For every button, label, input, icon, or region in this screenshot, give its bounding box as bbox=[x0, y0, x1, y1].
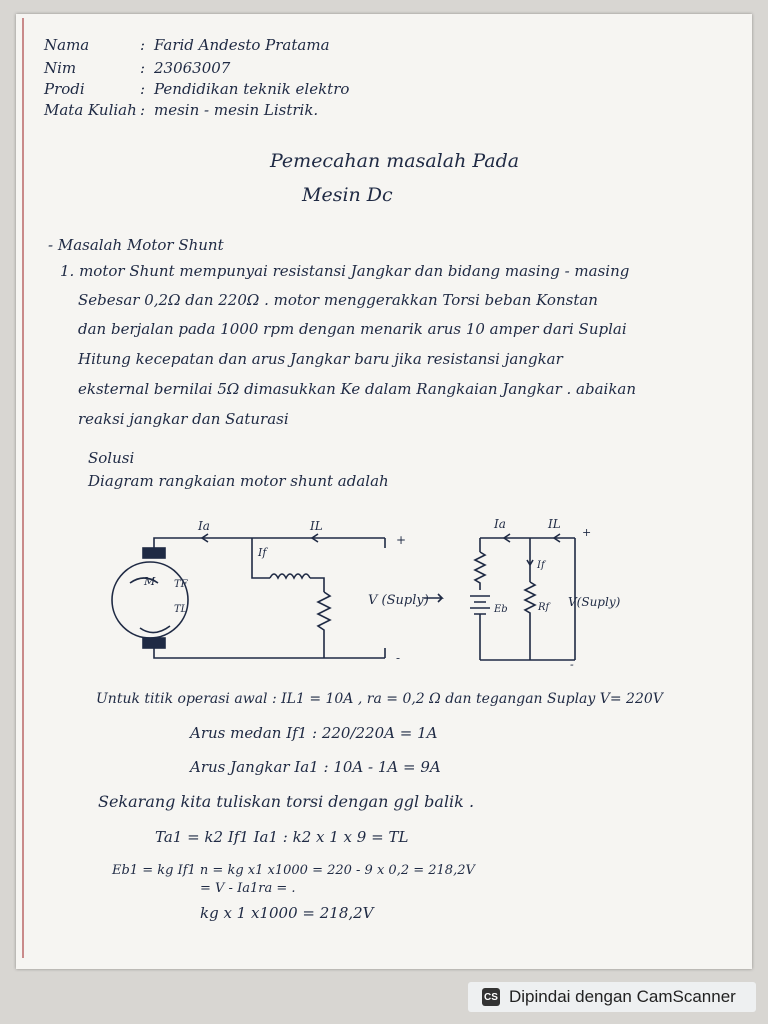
camscanner-logo-icon: CS bbox=[482, 988, 500, 1006]
field-coil bbox=[270, 574, 310, 578]
label-rf: Rf bbox=[538, 602, 550, 613]
wire-top bbox=[154, 538, 385, 548]
calc-line-6: Eb1 = kg If1 n = kg x1 x1000 = 220 - 9 x 0,2 = 218,2V bbox=[112, 863, 475, 878]
motor-brush-top bbox=[143, 548, 165, 558]
label-plus: + bbox=[396, 533, 407, 547]
label-minus-right: - bbox=[570, 658, 574, 671]
prodi-value: Pendidikan teknik elektro bbox=[154, 80, 350, 98]
nim-label: Nim bbox=[44, 59, 77, 77]
motor-armature bbox=[112, 562, 188, 638]
calc-line-2: Arus medan If1 : 220/220A = 1A bbox=[190, 724, 438, 742]
prodi-label: Prodi bbox=[44, 80, 85, 98]
colon: : bbox=[140, 36, 146, 54]
problem-line-3: dan berjalan pada 1000 rpm dengan menarik arus 10 amper dari Suplai bbox=[78, 320, 627, 338]
course-label: Mata Kuliah bbox=[44, 101, 137, 119]
label-v-supply-right: V(Suply) bbox=[568, 595, 621, 609]
label-ia: Ia bbox=[198, 519, 210, 533]
name-label: Nama bbox=[44, 36, 90, 54]
nim-value: 23063007 bbox=[154, 59, 231, 77]
torque-arrow-tl bbox=[140, 626, 170, 633]
name-value: Farid Andesto Pratama bbox=[154, 36, 330, 54]
label-ia-right: Ia bbox=[494, 517, 506, 531]
label-il: IL bbox=[310, 519, 323, 533]
motor-brush-bottom bbox=[143, 638, 165, 648]
label-v-supply: V (Suply) bbox=[368, 593, 429, 608]
page-title-line2: Mesin Dc bbox=[302, 184, 393, 206]
label-eb: Eb bbox=[494, 604, 508, 615]
solution-heading: Solusi bbox=[88, 449, 135, 467]
field-resistor bbox=[318, 592, 330, 658]
problem-line-1: 1. motor Shunt mempunyai resistansi Jangkar dan bidang masing - masing bbox=[60, 262, 630, 280]
course-value: mesin - mesin Listrik. bbox=[154, 101, 319, 119]
problem-line-5: eksternal bernilai 5Ω dimasukkan Ke dalam Rangkaian Jangkar . abaikan bbox=[78, 380, 637, 398]
wire-bottom bbox=[154, 648, 385, 658]
label-if-right: If bbox=[537, 560, 545, 571]
colon: : bbox=[140, 101, 146, 119]
calc-line-1: Untuk titik operasi awal : IL1 = 10A , ra = 0,2 Ω dan tegangan Suplay V= 220V bbox=[96, 691, 663, 707]
label-il-right: IL bbox=[548, 517, 561, 531]
label-minus: - bbox=[396, 651, 401, 665]
page-title-line1: Pemecahan masalah Pada bbox=[270, 150, 520, 172]
problem-line-2: Sebesar 0,2Ω dan 220Ω . motor menggerakkan Torsi beban Konstan bbox=[78, 291, 598, 309]
back-emf-source bbox=[470, 596, 490, 614]
problem-line-4: Hitung kecepatan dan arus Jangkar baru jika resistansi jangkar bbox=[78, 350, 563, 368]
label-plus-right: + bbox=[582, 526, 592, 539]
label-tl: TL bbox=[174, 604, 188, 615]
camscanner-watermark bbox=[468, 982, 756, 1012]
colon: : bbox=[140, 80, 146, 98]
calc-line-8: kg x 1 x1000 = 218,2V bbox=[200, 904, 374, 922]
calc-line-3: Arus Jangkar Ia1 : 10A - 1A = 9A bbox=[190, 758, 441, 776]
armature-resistor bbox=[475, 552, 485, 590]
solution-intro: Diagram rangkaian motor shunt adalah bbox=[88, 472, 389, 490]
label-if: If bbox=[258, 546, 267, 559]
label-m: M bbox=[144, 575, 156, 588]
label-tf: TF bbox=[174, 579, 188, 590]
wire-to-resistor bbox=[310, 578, 324, 592]
problem-line-6: reaksi jangkar dan Saturasi bbox=[78, 410, 289, 428]
calc-line-4: Sekarang kita tuliskan torsi dengan ggl balik . bbox=[98, 792, 475, 811]
calc-line-5: Ta1 = k2 If1 Ia1 : k2 x 1 x 9 = TL bbox=[155, 828, 409, 846]
calc-line-7: = V - Ia1ra = . bbox=[200, 881, 296, 896]
problem-heading: - Masalah Motor Shunt bbox=[48, 236, 224, 254]
field-resistor-rf bbox=[525, 582, 535, 660]
colon: : bbox=[140, 59, 146, 77]
camscanner-text: Dipindai dengan CamScanner bbox=[509, 987, 736, 1006]
